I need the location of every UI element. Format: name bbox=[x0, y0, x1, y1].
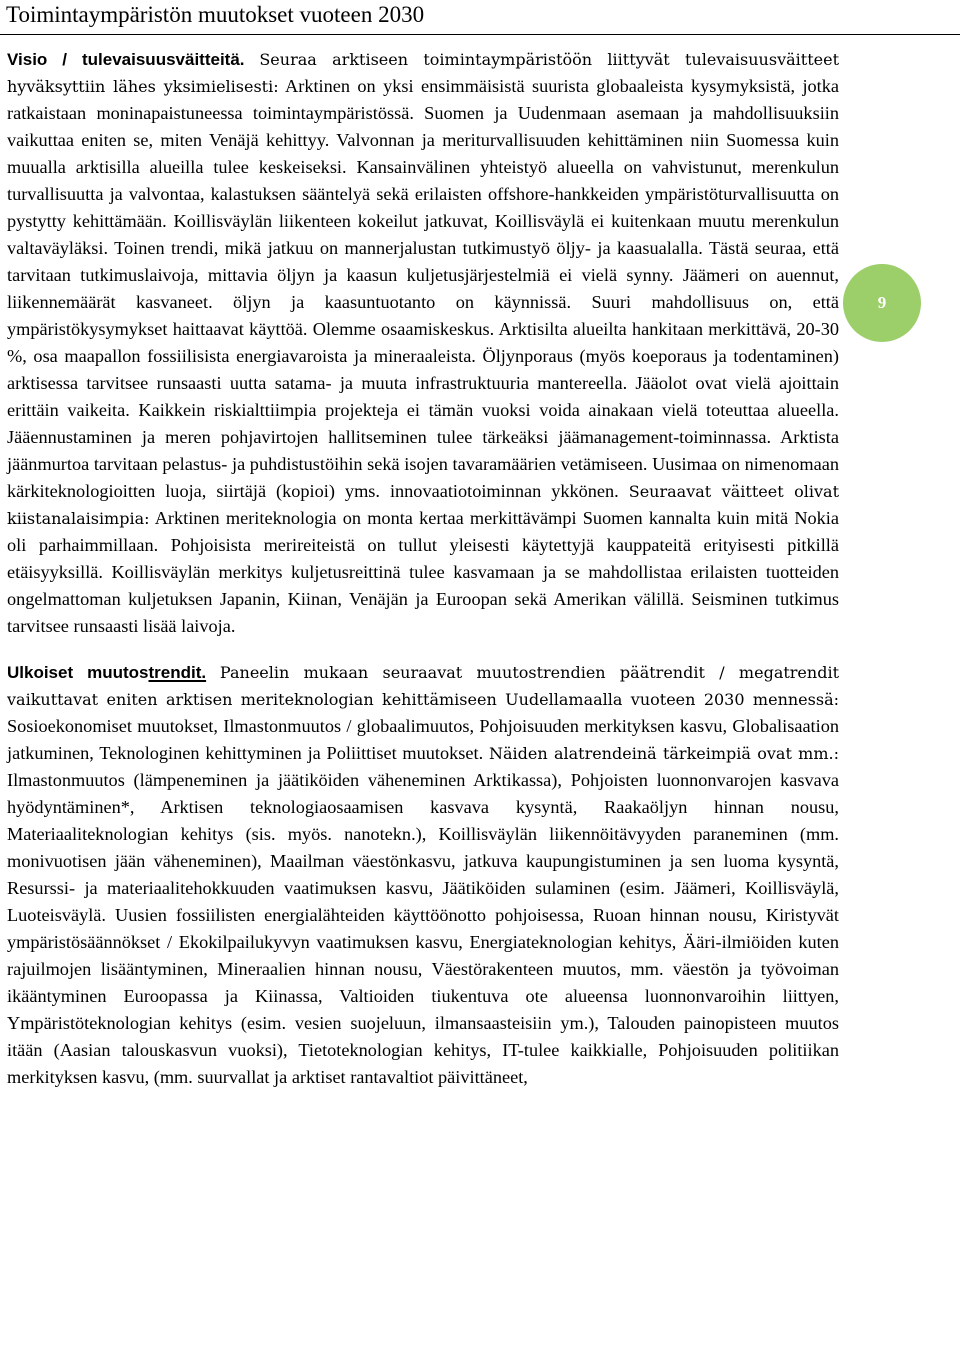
vision-statements: Arktinen on yksi ensimmäisistä suurista globaaleista kysymyksistä, jotka ratkaistaan moninapaistuneessa toimintaympäristössä. Suomen ja Uudenmaan asemaan ja mahdollisuuksiin vaikuttaa eniten se, miten Venäjä kehittyy. Valvonnan ja meriturvallisuuden kehittäminen niin Suomessa kuin muualla arktisilla alueilla tulee keskeiseksi. Kansainvälinen yhteistyö alueella on vahvistunut, merenkulun turvallisuutta ja valvontaa, kalastuksen sääntelyä sekä erilaisten offshore-hankkeiden ympäristöturvallisuutta on pystytty kehittämään. Koillisväylän liikenteen kokeilut jatkuvat, Koillisväylä ei kuitenkaan muutu merenkulun valtaväyläksi. Toinen trendi, mikä jatkuu on mannerjalustan tutkimustyö öljy- ja kaasualalla. Tästä seuraa, että tarvitaan tutkimuslaivoja, mittavia öljyn ja kaasun kuljetusjärjestelmiä ei vielä synny. Jäämeri on auennut, liikennemäärät kasvaneet. öljyn ja kaasuntuotanto on käynnissä. Suuri mahdollisuus on, että ympäristökysymykset haittaavat käyttöä. Olemme osaamiskeskus. Arktisilta alueilta hankitaan merkittävä, 20-30 %, osa maapallon fossiilisista energiavaroista ja mineraaleista. Öljynporaus (myös koeporaus ja todentaminen) arktisessa tarvitsee runsaasti uutta satama- ja muuta infrastruktuuria mantereella. Jääolot ovat vielä ajoittain erittäin vaikeita. Kaikkein riskialttiimpia projekteja ei tämän vuoksi voida ainakaan vielä toteuttaa alueella. Jääennustaminen ja meren pohjavirtojen hallitseminen tulee tärkeäksi jäämanagement-toiminnassa. Arktista jäänmurtoa tarvitaan pelastus- ja puhdistustöihin sekä isojen tavaramäärien vetämiseen. Uusimaa on nimenomaan kärkiteknologioitten luoja, siirtäjä (kopioi) yms. innovaatiotoiminnan ykkönen. bbox=[7, 76, 840, 501]
vision-contested-statements: Arktinen meriteknologia on monta kertaa merkittävämpi Suomen kannalta kuin mitä Nokia oli parhaimmillaan. Pohjoisista merireiteistä on tullut yleisesti käytettyjä kauppateitä erityisesti pitkillä etäisyyksillä. Koillisväylän merkitys kuljetusreittinä tulee kasvamaan ja se mahdollistaa erilaisten tuotteiden ongelmattoman kuljetuksen Japanin, Kiinan, Venäjän ja Euroopan sekä Amerikan välillä. Seisminen tutkimus tarvitsee runsaasti lisää laivoja. bbox=[7, 508, 840, 636]
page-title: Toimintaympäristön muutokset vuoteen 2030 bbox=[6, 2, 425, 27]
section-lead-trends-part1: Ulkoiset muutos bbox=[7, 663, 149, 682]
section-lead-trends-part2: trendit. bbox=[148, 663, 207, 682]
paragraph-vision bbox=[7, 46, 839, 640]
section-lead-vision: Visio / tulevaisuusväitteitä. bbox=[7, 50, 245, 69]
paragraph-external-trends bbox=[7, 659, 839, 1091]
trends-intro: Paneelin mukaan seuraavat muutostrendien päätrendit / megatrendit vaikuttavat eniten arktisen meriteknologian kehittämiseen Uudellamaalla vuoteen 2030 mennessä: bbox=[7, 663, 839, 709]
vision-intro: Seuraa arktiseen toimintaympäristöön liittyvät tulevaisuusväitteet hyväksyttiin lähes yksimielisesti: bbox=[7, 50, 839, 96]
page-number-badge: 9 bbox=[843, 264, 921, 342]
section-lead-trends bbox=[7, 663, 206, 682]
subtrends-list: Ilmastonmuutos (lämpeneminen ja jäätiköiden väheneminen Arktikassa), Pohjoisten luonnonvarojen kasvava hyödyntäminen*, Arktisen teknologiaosaamisen kasvava kysyntä, Raakaöljyn hinnan nousu, Materiaaliteknologian kehitys (sis. myös. nanotekn.), Koillisväylän liikennöitävyyden paraneminen (mm. monivuotisen jään väheneminen), Maailman väestönkasvu, jatkuva kaupungistuminen ja sen luoma kysyntä, Resurssi- ja materiaalitehokkuuden vaatimuksen kasvu, Jäätiköiden sulaminen (esim. Jäämeri, Koillisväylä, Luoteisväylä. Uusien fossiilisten energialähteiden käyttöönotto pohjoisessa, Ruoan hinnan nousu, Kiristyvät ympäristösäännökset / Ekokilpailukyvyn vaatimuksen kasvu, Energiateknologian kehitys, Ääri-ilmiöiden kuten rajuilmojen lisääntyminen, Mineraalien hinnan nousu, Väestörakenteen muutos, mm. väestön ja työvoiman ikääntyminen Euroopassa ja Kiinassa, Valtioiden tiukentuva ote alueensa luonnonvaroihin liittyen, Ympäristöteknologian kehitys (esim. vesien suojeluun, ilmansaasteisiin ym.), Talouden painopisteen muutos itään (Aasian talouskasvun vuoksi), Tietoteknologian kehitys, IT-tulee kaikkialle, Pohjoisuuden politiikan merkityksen kasvu, (mm. suurvallat ja arktiset rantavaltiot päivittäneet, bbox=[7, 770, 839, 1087]
megatrends-list: Sosioekonomiset muutokset, Ilmastonmuutos / globaalimuutos, Pohjoisuuden merkityksen kasvu, Globalisaation jatkuminen, Teknologinen kehittyminen ja Poliittiset muutokset. bbox=[7, 716, 839, 763]
document-body bbox=[7, 46, 839, 1091]
vision-contested-intro: Seuraavat väitteet olivat kiistanalaisimpia: bbox=[7, 482, 839, 528]
page-header bbox=[0, 0, 960, 35]
subtrends-intro: Näiden alatrendeinä tärkeimpiä ovat mm.: bbox=[488, 744, 839, 763]
